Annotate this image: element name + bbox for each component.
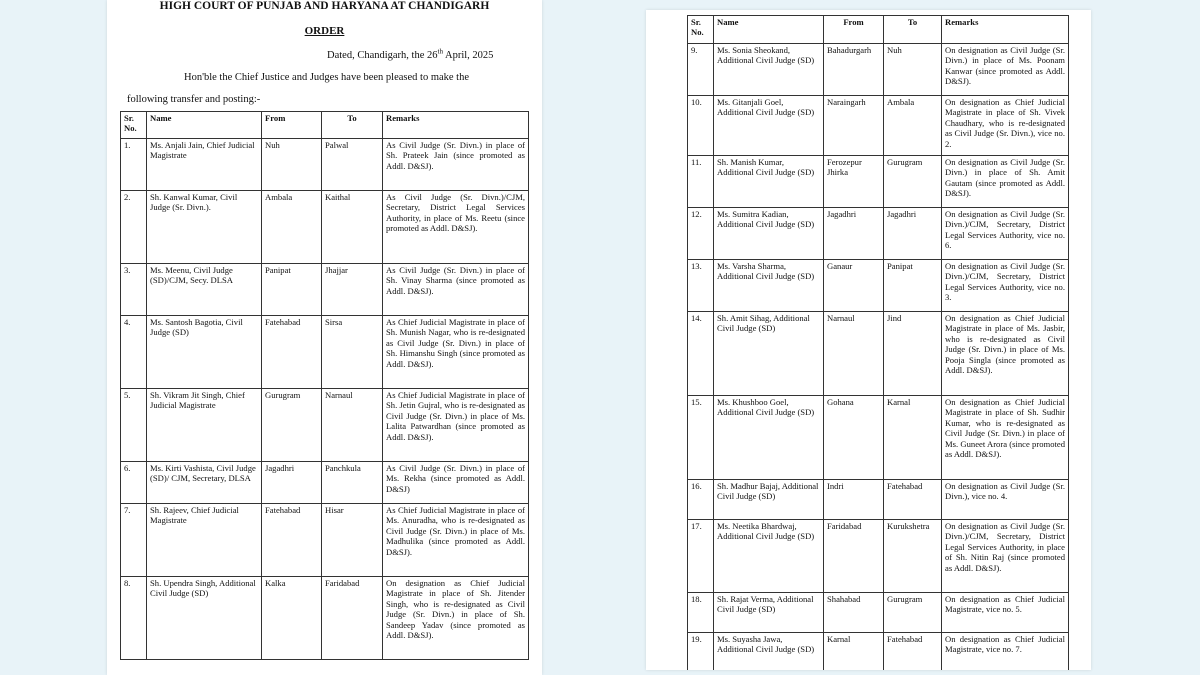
cell-to: Palwal bbox=[322, 139, 383, 191]
cell-from: Panipat bbox=[262, 264, 322, 316]
transfer-table-part-1 bbox=[120, 111, 529, 660]
cell-sr: 8. bbox=[121, 577, 147, 660]
cell-sr: 9. bbox=[688, 44, 714, 96]
cell-remarks: As Civil Judge (Sr. Divn.) in place of Sh. Prateek Jain (since promoted as Addl. D&SJ). bbox=[383, 139, 529, 191]
table-row bbox=[121, 389, 529, 462]
table-row bbox=[688, 96, 1069, 156]
table-row bbox=[688, 156, 1069, 208]
column-header-to: To bbox=[322, 112, 383, 139]
cell-remarks: On designation as Chief Judicial Magistrate in place of Ms. Jasbir, who is re-designated as Civil Judge (Sr. Divn.) in place of Ms. Pooja Singla (since promoted as Addl. D&SJ). bbox=[942, 312, 1069, 396]
cell-sr: 10. bbox=[688, 96, 714, 156]
column-header-from: From bbox=[824, 16, 884, 44]
cell-to: Kurukshetra bbox=[884, 520, 942, 593]
table-row bbox=[688, 593, 1069, 633]
table-row bbox=[688, 44, 1069, 96]
cell-name: Ms. Varsha Sharma, Additional Civil Judge (SD) bbox=[714, 260, 824, 312]
cell-sr: 1. bbox=[121, 139, 147, 191]
cell-to: Jagadhri bbox=[884, 208, 942, 260]
cell-to: Gurugram bbox=[884, 156, 942, 208]
cell-to: Ambala bbox=[884, 96, 942, 156]
cell-sr: 16. bbox=[688, 480, 714, 520]
column-header-sr-no bbox=[688, 16, 714, 44]
cell-from: Gohana bbox=[824, 396, 884, 480]
order-page-2 bbox=[646, 10, 1091, 670]
table-row bbox=[688, 520, 1069, 593]
cell-name: Sh. Manish Kumar, Additional Civil Judge (SD) bbox=[714, 156, 824, 208]
cell-sr: 5. bbox=[121, 389, 147, 462]
cell-remarks: On designation as Civil Judge (Sr. Divn.)/CJM, Secretary, District Legal Services Authority, vice no. 6. bbox=[942, 208, 1069, 260]
cell-remarks: On designation as Civil Judge (Sr. Divn.) in place of Ms. Poonam Kanwar (since promoted as Addl. D&SJ). bbox=[942, 44, 1069, 96]
cell-name: Ms. Sonia Sheokand, Additional Civil Judge (SD) bbox=[714, 44, 824, 96]
table-header-row bbox=[121, 112, 529, 139]
column-header-no: No. bbox=[124, 123, 137, 134]
transfer-table-part-2 bbox=[687, 15, 1069, 670]
cell-remarks: On designation as Civil Judge (Sr. Divn.)/CJM, Secretary, District Legal Services Authority, vice no. 3. bbox=[942, 260, 1069, 312]
cell-sr: 14. bbox=[688, 312, 714, 396]
cell-name: Sh. Upendra Singh, Additional Civil Judge (SD) bbox=[147, 577, 262, 660]
cell-from: Faridabad bbox=[824, 520, 884, 593]
cell-sr: 3. bbox=[121, 264, 147, 316]
cell-name: Ms. Suyasha Jawa, Additional Civil Judge (SD) bbox=[714, 633, 824, 671]
cell-remarks: On designation as Chief Judicial Magistrate, vice no. 7. bbox=[942, 633, 1069, 671]
cell-name: Ms. Anjali Jain, Chief Judicial Magistrate bbox=[147, 139, 262, 191]
cell-remarks: As Chief Judicial Magistrate in place of Ms. Anuradha, who is re-designated as Civil Judge (Sr. Divn.) in place of Ms. Madhulika (since promoted as Addl. D&SJ). bbox=[383, 504, 529, 577]
cell-to: Panipat bbox=[884, 260, 942, 312]
cell-remarks: On designation as Chief Judicial Magistrate in place of Sh. Vivek Chaudhary, who is re-designated as Civil Judge (Sr. Divn.), vice no. 2. bbox=[942, 96, 1069, 156]
column-header-sr: Sr. bbox=[124, 113, 134, 123]
intro-line-2: following transfer and posting:- bbox=[127, 94, 261, 105]
table-row bbox=[121, 462, 529, 504]
column-header-remarks: Remarks bbox=[942, 16, 1069, 44]
cell-remarks: As Chief Judicial Magistrate in place of Sh. Jetin Gujral, who is re-designated as Civil Judge (Sr. Divn.) in place of Ms. Lalita Patwardhan (since promoted as Addl. D&SJ). bbox=[383, 389, 529, 462]
cell-from: Bahadurgarh bbox=[824, 44, 884, 96]
cell-sr: 11. bbox=[688, 156, 714, 208]
cell-sr: 17. bbox=[688, 520, 714, 593]
cell-name: Ms. Meenu, Civil Judge (SD)/CJM, Secy. DLSA bbox=[147, 264, 262, 316]
cell-remarks: As Civil Judge (Sr. Divn.) in place of Sh. Vinay Sharma (since promoted as Addl. D&SJ). bbox=[383, 264, 529, 316]
cell-from: Ganaur bbox=[824, 260, 884, 312]
cell-name: Ms. Khushboo Goel, Additional Civil Judge (SD) bbox=[714, 396, 824, 480]
cell-name: Ms. Gitanjali Goel, Additional Civil Judge (SD) bbox=[714, 96, 824, 156]
cell-to: Faridabad bbox=[322, 577, 383, 660]
order-date bbox=[327, 47, 494, 61]
cell-from: Indri bbox=[824, 480, 884, 520]
cell-remarks: As Chief Judicial Magistrate in place of Sh. Munish Nagar, who is re-designated as Civil Judge (Sr. Divn.) in place of Sh. Himanshu Singh (since promoted as Addl. D&SJ). bbox=[383, 316, 529, 389]
cell-from: Naraingarh bbox=[824, 96, 884, 156]
order-title: ORDER bbox=[304, 25, 345, 37]
cell-from: Fatehabad bbox=[262, 316, 322, 389]
column-header-sr: Sr. bbox=[691, 17, 701, 27]
cell-name: Sh. Amit Sihag, Additional Civil Judge (SD) bbox=[714, 312, 824, 396]
cell-from: Karnal bbox=[824, 633, 884, 671]
cell-from: Shahabad bbox=[824, 593, 884, 633]
cell-remarks: As Civil Judge (Sr. Divn.)/CJM, Secretary, District Legal Services Authority, in place of Ms. Reetu (since promoted as Addl. D&SJ). bbox=[383, 191, 529, 264]
cell-to: Fatehabad bbox=[884, 480, 942, 520]
order-date-suffix: April, 2025 bbox=[442, 50, 494, 61]
column-header-name: Name bbox=[714, 16, 824, 44]
cell-remarks: On designation as Chief Judicial Magistrate in place of Sh. Jitender Singh, who is re-designated as Civil Judge (Sr. Divn.) in place of Sh. Sandeep Yadav (since promoted as Addl. D&SJ). bbox=[383, 577, 529, 660]
cell-sr: 18. bbox=[688, 593, 714, 633]
column-header-name: Name bbox=[147, 112, 262, 139]
cell-to: Panchkula bbox=[322, 462, 383, 504]
cell-sr: 6. bbox=[121, 462, 147, 504]
cell-name: Sh. Rajeev, Chief Judicial Magistrate bbox=[147, 504, 262, 577]
cell-sr: 15. bbox=[688, 396, 714, 480]
intro-line-1: Hon'ble the Chief Justice and Judges have been pleased to make the bbox=[184, 72, 470, 83]
table-row bbox=[121, 316, 529, 389]
cell-to: Sirsa bbox=[322, 316, 383, 389]
order-page-1 bbox=[107, 0, 542, 675]
table-row bbox=[121, 264, 529, 316]
cell-sr: 7. bbox=[121, 504, 147, 577]
column-header-from: From bbox=[262, 112, 322, 139]
cell-name: Sh. Rajat Verma, Additional Civil Judge (SD) bbox=[714, 593, 824, 633]
cell-to: Hisar bbox=[322, 504, 383, 577]
cell-to: Nuh bbox=[884, 44, 942, 96]
cell-to: Gurugram bbox=[884, 593, 942, 633]
table-row bbox=[688, 396, 1069, 480]
column-header-remarks: Remarks bbox=[383, 112, 529, 139]
cell-to: Fatehabad bbox=[884, 633, 942, 671]
table-row bbox=[121, 139, 529, 191]
cell-remarks: As Civil Judge (Sr. Divn.) in place of Ms. Rekha (since promoted as Addl. D&SJ) bbox=[383, 462, 529, 504]
cell-from: Jagadhri bbox=[262, 462, 322, 504]
table-row bbox=[688, 208, 1069, 260]
cell-sr: 19. bbox=[688, 633, 714, 671]
cell-name: Ms. Kirti Vashista, Civil Judge (SD)/ CJM, Secretary, DLSA bbox=[147, 462, 262, 504]
cell-name: Ms. Sumitra Kadian, Additional Civil Judge (SD) bbox=[714, 208, 824, 260]
cell-name: Sh. Vikram Jit Singh, Chief Judicial Magistrate bbox=[147, 389, 262, 462]
cell-from: Gurugram bbox=[262, 389, 322, 462]
column-header-to: To bbox=[884, 16, 942, 44]
order-date-sup: th bbox=[437, 47, 443, 56]
cell-from: Narnaul bbox=[824, 312, 884, 396]
table-row bbox=[121, 577, 529, 660]
cell-from: Nuh bbox=[262, 139, 322, 191]
cell-name: Sh. Kanwal Kumar, Civil Judge (Sr. Divn.). bbox=[147, 191, 262, 264]
table-row bbox=[688, 633, 1069, 671]
table-row bbox=[688, 480, 1069, 520]
cell-to: Kaithal bbox=[322, 191, 383, 264]
cell-remarks: On designation as Chief Judicial Magistrate in place of Sh. Sudhir Kumar, who is re-designated as Civil Judge (Sr. Divn.) in place of Ms. Guneet Arora (since promoted as Addl. D&SJ). bbox=[942, 396, 1069, 480]
cell-remarks: On designation as Civil Judge (Sr. Divn.), vice no. 4. bbox=[942, 480, 1069, 520]
table-row bbox=[688, 312, 1069, 396]
cell-to: Jhajjar bbox=[322, 264, 383, 316]
table-row bbox=[121, 504, 529, 577]
cell-from: Kalka bbox=[262, 577, 322, 660]
cell-to: Karnal bbox=[884, 396, 942, 480]
column-header-sr-no bbox=[121, 112, 147, 139]
cell-from: Ambala bbox=[262, 191, 322, 264]
cell-name: Ms. Neetika Bhardwaj, Additional Civil Judge (SD) bbox=[714, 520, 824, 593]
table-row bbox=[121, 191, 529, 264]
cell-remarks: On designation as Civil Judge (Sr. Divn.)/CJM, Secretary, District Legal Services Authority, in place of Sh. Nitin Raj (since promoted as Addl. D&SJ). bbox=[942, 520, 1069, 593]
cell-name: Ms. Santosh Bagotia, Civil Judge (SD) bbox=[147, 316, 262, 389]
cell-sr: 4. bbox=[121, 316, 147, 389]
cell-name: Sh. Madhur Bajaj, Additional Civil Judge (SD) bbox=[714, 480, 824, 520]
cell-remarks: On designation as Civil Judge (Sr. Divn.) in place of Sh. Amit Gautam (since promoted as Addl. D&SJ). bbox=[942, 156, 1069, 208]
table-header-row bbox=[688, 16, 1069, 44]
cell-remarks: On designation as Chief Judicial Magistrate, vice no. 5. bbox=[942, 593, 1069, 633]
cell-to: Jind bbox=[884, 312, 942, 396]
cell-from: Fatehabad bbox=[262, 504, 322, 577]
cell-sr: 13. bbox=[688, 260, 714, 312]
cell-from: Ferozepur Jhirka bbox=[824, 156, 884, 208]
cell-sr: 2. bbox=[121, 191, 147, 264]
column-header-no: No. bbox=[691, 27, 704, 38]
table-row bbox=[688, 260, 1069, 312]
order-date-prefix: Dated, Chandigarh, the 26 bbox=[327, 50, 438, 61]
cell-sr: 12. bbox=[688, 208, 714, 260]
cell-from: Jagadhri bbox=[824, 208, 884, 260]
cell-to: Narnaul bbox=[322, 389, 383, 462]
court-heading: HIGH COURT OF PUNJAB AND HARYANA AT CHANDIGARH bbox=[159, 0, 490, 12]
